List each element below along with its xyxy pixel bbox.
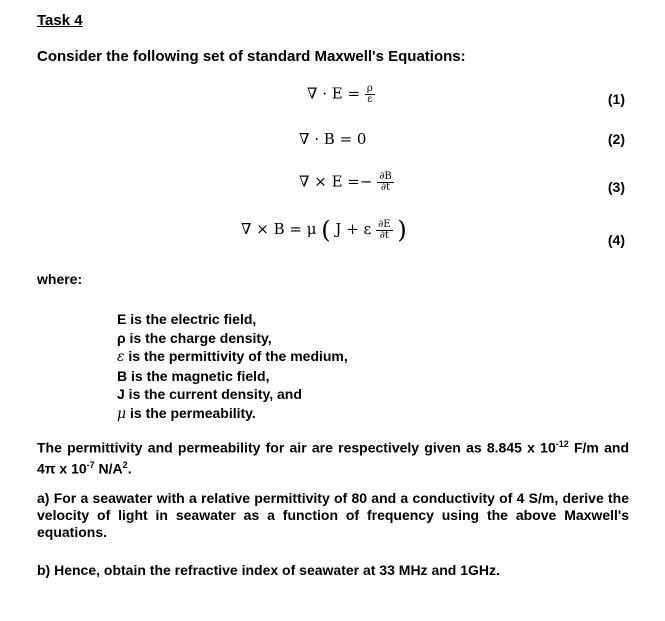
definition-permittivity-text: is the permittivity of the medium, [124, 348, 348, 364]
air-exp-3: 2 [122, 459, 128, 470]
definition-electric-field: E is the electric field, [117, 311, 257, 327]
air-constants-paragraph [37, 436, 629, 477]
equation-3-lhs: ∇ × E =− [299, 172, 373, 191]
equation-4-denominator: ∂t [379, 229, 389, 241]
equation-1-denominator: ε [367, 94, 373, 105]
equation-3-numerator: ∂B [379, 171, 392, 182]
equation-4-lhs: ∇ × B = μ [241, 220, 317, 238]
equation-1-lhs: ∇ · E = [307, 84, 361, 103]
equation-1-number: (1) [607, 91, 625, 107]
equation-2-number: (2) [607, 131, 625, 147]
equation-4-fraction [376, 220, 392, 241]
air-text-2: F/m and 4π x 10 [37, 439, 629, 477]
equation-1-fraction [365, 84, 375, 105]
equation-3-fraction [377, 172, 394, 193]
equation-3-denominator: ∂t [380, 182, 391, 193]
definition-magnetic-field: B is the magnetic field, [117, 367, 270, 384]
question-a: a) For a seawater with a relative permittivity of 80 and a conductivity of 4 S/m, derive the velocity of light in seawater as a function of frequency using the above Maxwell's equations. [37, 490, 629, 540]
definition-permeability-text: is the permeability. [126, 404, 256, 421]
task-title: Task 4 [37, 12, 83, 29]
equation-4 [241, 218, 407, 242]
air-exp-2: -7 [86, 459, 95, 470]
air-exp-1: -12 [555, 439, 569, 449]
definitions-list [117, 310, 348, 423]
definition-charge-density: ρ is the charge density, [117, 329, 272, 346]
definition-permittivity [117, 347, 348, 367]
equation-3-number: (3) [607, 179, 625, 195]
air-text-4: . [127, 460, 132, 477]
equation-4-number: (4) [607, 232, 625, 248]
permeability-symbol: μ [117, 405, 127, 422]
definition-permeability [117, 404, 348, 424]
permittivity-symbol: ε [117, 349, 125, 365]
question-b: b) Hence, obtain the refractive index of seawater at 33 MHz and 1GHz. [37, 562, 500, 578]
equation-3 [299, 172, 394, 193]
equation-1 [307, 84, 375, 105]
definition-current-density: J is the current density, and [117, 386, 302, 402]
air-text-3: N/A [94, 460, 123, 477]
equation-4-mid: J + ε [335, 220, 372, 238]
air-text-1: The permittivity and permeability for air are respectively given as 8.845 x 10 [37, 439, 556, 456]
equation-4-left-paren: ( [321, 216, 331, 244]
equation-4-right-paren: ) [397, 216, 407, 244]
where-label: where: [37, 271, 83, 287]
intro-text: Consider the following set of standard Maxwell's Equations: [37, 48, 466, 65]
equation-2-lhs: ∇ · B = 0 [299, 130, 367, 148]
equation-1-numerator: ρ [366, 83, 373, 94]
equation-4-numerator: ∂E [378, 218, 391, 230]
equation-2 [299, 130, 366, 148]
